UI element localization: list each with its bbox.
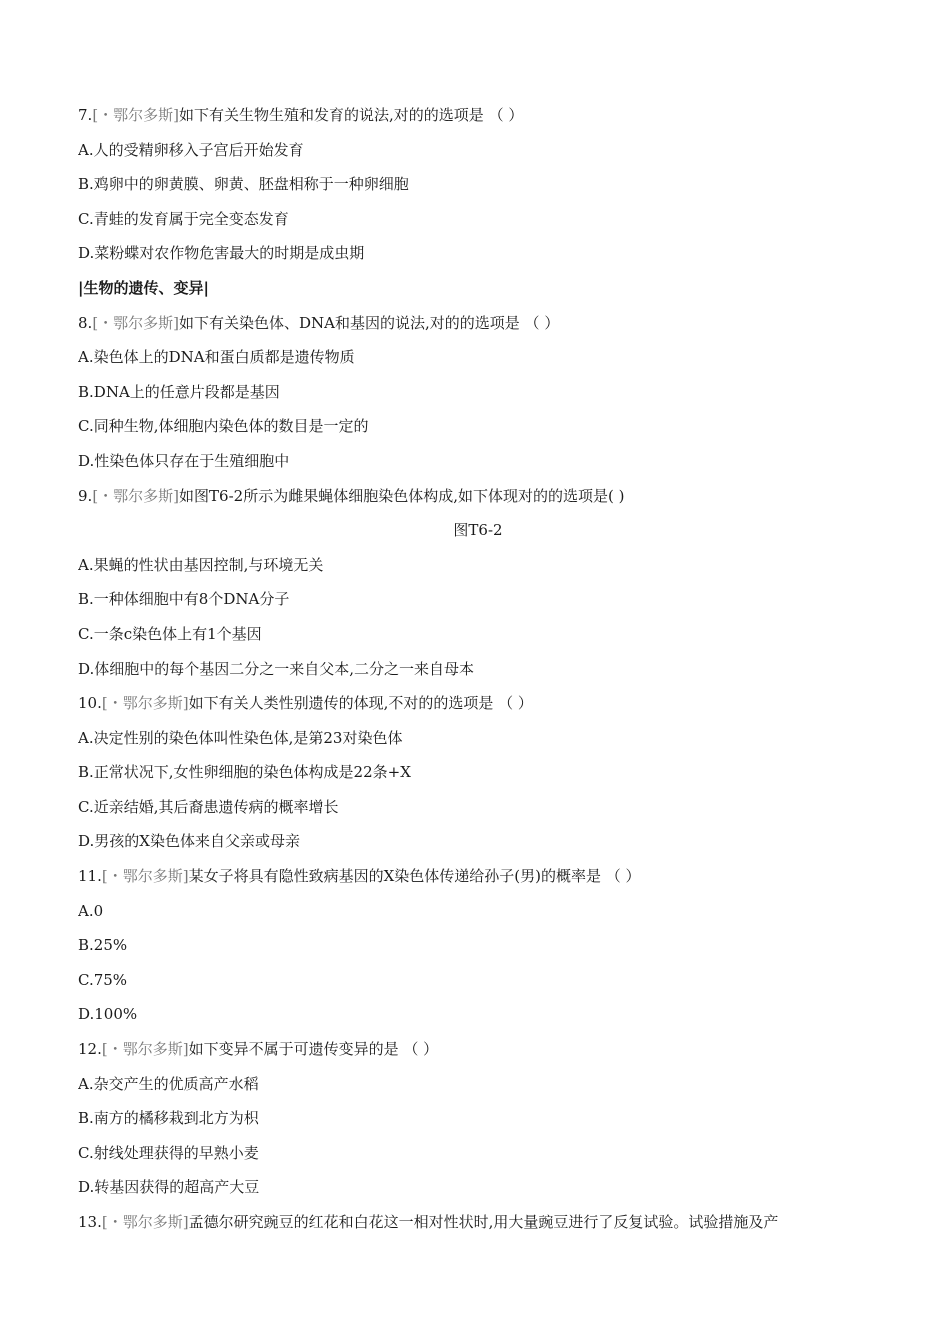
question-9-stem <box>78 479 878 514</box>
document-page <box>78 98 878 1240</box>
question-source: [・鄂尔多斯] <box>101 1213 189 1231</box>
question-number: 7. <box>78 106 93 124</box>
question-12-option-b: B.南方的橘移栽到北方为枳 <box>78 1109 259 1128</box>
question-10-stem <box>78 686 878 721</box>
question-text: 某女子将具有隐性致病基因的X染色体传递给孙子(男)的概率是 （ ） <box>188 867 641 886</box>
section-heading: |生物的遗传、变异| <box>78 278 209 297</box>
question-8-option-a: A.染色体上的DNA和蛋白质都是遗传物质 <box>78 348 355 367</box>
question-text: 如下变异不属于可遗传变异的是 （ ） <box>188 1040 439 1059</box>
question-12-option-d: D.转基因获得的超高产大豆 <box>78 1178 260 1197</box>
question-number: 10. <box>78 694 102 713</box>
question-8-option-c: C.同种生物,体细胞内染色体的数目是一定的 <box>78 417 369 436</box>
question-source: [・鄂尔多斯] <box>101 1040 189 1059</box>
question-9-option-c: C.一条c染色体上有1个基因 <box>78 624 262 643</box>
question-number: 9. <box>78 486 93 505</box>
question-source: [・鄂尔多斯] <box>101 867 189 886</box>
question-source: [・鄂尔多斯] <box>92 106 180 124</box>
question-7-option-a: A.人的受精卵移入子宫后开始发育 <box>78 140 304 159</box>
question-source: [・鄂尔多斯] <box>92 313 180 332</box>
question-text: 如图T6-2所示为雌果蝇体细胞染色体构成,如下体现对的的选项是( ) <box>179 486 625 505</box>
question-8-option-b: B.DNA上的任意片段都是基因 <box>78 382 280 401</box>
question-source: [・鄂尔多斯] <box>92 486 180 505</box>
question-7-option-b: B.鸡卵中的卵黄膜、卵黄、胚盘相称于一种卵细胞 <box>78 175 409 194</box>
question-number: 13. <box>78 1213 102 1231</box>
question-12-option-a: A.杂交产生的优质高产水稻 <box>78 1074 259 1093</box>
figure-caption: 图T6-2 <box>453 521 503 540</box>
question-9-option-a: A.果蝇的性状由基因控制,与环境无关 <box>78 555 324 574</box>
question-text: 如下有关生物生殖和发育的说法,对的的选项是 （ ） <box>179 106 524 124</box>
question-7-stem <box>78 98 878 133</box>
question-10-option-d: D.男孩的X染色体来自父亲或母亲 <box>78 832 300 851</box>
question-11-option-a: A.0 <box>78 901 104 920</box>
question-number: 8. <box>78 313 93 332</box>
question-source: [・鄂尔多斯] <box>101 694 189 713</box>
question-7-option-c: C.青蛙的发育属于完全变态发育 <box>78 209 289 228</box>
question-11-option-d: D.100% <box>78 1005 138 1024</box>
question-9-option-b: B.一种体细胞中有8个DNA分子 <box>78 590 290 609</box>
question-9-option-d: D.体细胞中的每个基因二分之一来自父本,二分之一来自母本 <box>78 659 475 678</box>
question-11-option-b: B.25% <box>78 936 128 955</box>
question-10-option-b: B.正常状况下,女性卵细胞的染色体构成是22条+X <box>78 763 411 782</box>
question-text: 如下有关染色体、DNA和基因的说法,对的的选项是 （ ） <box>179 313 560 332</box>
question-10-option-a: A.决定性别的染色体叫性染色体,是第23对染色体 <box>78 728 403 747</box>
question-11-stem <box>78 859 878 894</box>
question-text: 如下有关人类性别遗传的体现,不对的的选项是 （ ） <box>188 694 533 713</box>
question-11-option-c: C.75% <box>78 970 128 989</box>
question-number: 11. <box>78 867 102 886</box>
question-number: 12. <box>78 1040 102 1059</box>
question-10-option-c: C.近亲结婚,其后裔患遗传病的概率增长 <box>78 797 339 816</box>
question-8-stem <box>78 306 878 341</box>
question-12-stem <box>78 1032 878 1067</box>
question-13-stem <box>78 1205 878 1240</box>
question-7-option-d: D.菜粉蝶对农作物危害最大的时期是成虫期 <box>78 244 365 263</box>
question-8-option-d: D.性染色体只存在于生殖细胞中 <box>78 451 290 470</box>
question-text: 孟德尔研究豌豆的红花和白花这一相对性状时,用大量豌豆进行了反复试验。试验措施及产 <box>188 1213 779 1231</box>
question-12-option-c: C.射线处理获得的早熟小麦 <box>78 1143 259 1162</box>
